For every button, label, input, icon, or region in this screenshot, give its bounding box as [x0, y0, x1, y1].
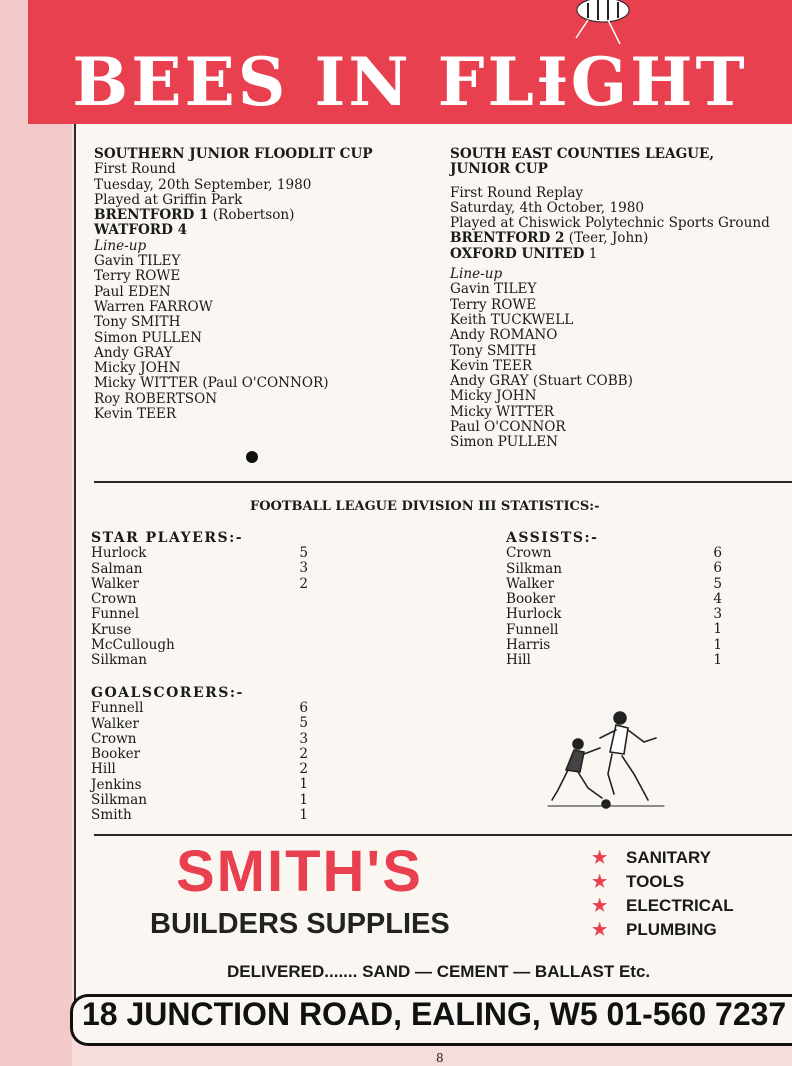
junior-cup-player: Keith TUCKWELL	[450, 311, 574, 328]
service-item	[592, 918, 734, 942]
floodlit-cup-section	[94, 147, 373, 422]
goalscorer-value: 2	[299, 745, 308, 762]
divider-upper	[94, 481, 792, 483]
star-players-values	[288, 546, 308, 592]
star-player-name: Walker	[91, 575, 140, 592]
floodlit-player: Warren FARROW	[94, 298, 213, 315]
goalscorer-value: 1	[299, 791, 308, 808]
advert-brand: SMITH'S	[176, 839, 423, 904]
service-item	[592, 846, 734, 870]
floodlit-title: SOUTHERN JUNIOR FLOODLIT CUP	[94, 146, 373, 162]
advert-subtitle: BUILDERS SUPPLIES	[150, 908, 450, 940]
goalscorer-value: 2	[299, 761, 308, 778]
assist-name: Silkman	[506, 560, 562, 577]
junior-cup-player: Kevin TEER	[450, 357, 533, 374]
junior-cup-away-score: 1	[584, 245, 598, 262]
star-player-value: 5	[299, 545, 308, 561]
assist-value: 3	[713, 606, 722, 623]
floodlit-date: Tuesday, 20th September, 1980	[94, 176, 312, 193]
star-player-name: Crown	[91, 591, 137, 608]
advert-services-list	[592, 846, 734, 942]
service-label: PLUMBING	[626, 920, 717, 939]
junior-cup-player: Terry ROWE	[450, 296, 537, 313]
assist-value: 6	[713, 545, 722, 561]
floodlit-player: Micky JOHN	[94, 360, 181, 377]
star-player-name: Funnel	[91, 606, 140, 623]
goalscorer-value: 5	[299, 715, 308, 732]
star-player-name: Kruse	[91, 621, 132, 638]
service-item	[592, 870, 734, 894]
goalscorer-name: Crown	[91, 730, 137, 747]
junior-cup-player: Andy ROMANO	[450, 327, 558, 344]
floodlit-player: Micky WITTER (Paul O'CONNOR)	[94, 375, 329, 392]
goalscorer-name: Smith	[91, 807, 132, 824]
floodlit-away-team: WATFORD 4	[94, 222, 188, 239]
assist-name: Hurlock	[506, 606, 562, 623]
bullet-dot	[246, 451, 258, 463]
star-player-value: 3	[299, 560, 308, 577]
junior-cup-player: Paul O'CONNOR	[450, 419, 566, 436]
page-number: 8	[436, 1051, 444, 1065]
goalscorers-section	[91, 686, 244, 824]
floodlit-lineup-label: Line-up	[94, 237, 147, 254]
junior-cup-lineup-label: Line-up	[450, 266, 503, 283]
assists-section	[506, 531, 598, 669]
junior-cup-away-team: OXFORD UNITED	[450, 245, 585, 262]
floodlit-venue: Played at Griffin Park	[94, 191, 243, 208]
assist-value: 4	[713, 590, 722, 607]
junior-cup-player: Micky JOHN	[450, 388, 537, 405]
assist-name: Hill	[506, 652, 531, 669]
star-player-name: Salman	[91, 560, 143, 577]
goalscorer-name: Jenkins	[91, 776, 142, 793]
junior-cup-title-line1: SOUTH EAST COUNTIES LEAGUE,	[450, 146, 715, 162]
goalscorer-name: Hill	[91, 761, 116, 778]
floodlit-player: Roy ROBERTSON	[94, 390, 218, 407]
assist-value: 6	[713, 560, 722, 577]
assist-name: Harris	[506, 637, 551, 654]
goalscorer-value: 6	[299, 700, 308, 716]
goalscorer-name: Booker	[91, 746, 141, 763]
header-banner	[28, 0, 792, 124]
junior-cup-title-line2: JUNIOR CUP	[450, 161, 548, 178]
junior-cup-round: First Round Replay	[450, 184, 584, 201]
floodlit-home-team: BRENTFORD 1	[94, 207, 209, 224]
goalscorer-name: Walker	[91, 715, 140, 732]
star-player-name: McCullough	[91, 637, 175, 654]
star-icon: ★	[592, 896, 608, 915]
assist-name: Funnell	[506, 621, 559, 638]
goalscorer-name: Funnell	[91, 700, 144, 717]
bee-icon	[558, 0, 648, 48]
star-players-section	[91, 531, 243, 669]
star-player-value: 2	[299, 575, 308, 592]
assist-name: Walker	[506, 575, 555, 592]
star-icon: ★	[592, 848, 608, 867]
junior-cup-date: Saturday, 4th October, 1980	[450, 199, 645, 216]
floodlit-player: Andy GRAY	[94, 344, 173, 361]
junior-cup-player: Gavin TILEY	[450, 281, 537, 298]
assist-value: 5	[713, 575, 722, 592]
floodlit-player: Kevin TEER	[94, 406, 177, 423]
junior-cup-player: Tony SMITH	[450, 342, 537, 359]
advert-delivered: DELIVERED....... SAND — CEMENT — BALLAST Etc.	[227, 962, 651, 981]
advert-address: 18 JUNCTION ROAD, EALING, W5 01-560 7237	[82, 996, 787, 1032]
page-title: BEES IN FLƗGHT	[72, 43, 748, 121]
star-players-heading: STAR PLAYERS:-	[91, 530, 244, 546]
floodlit-player: Terry ROWE	[94, 268, 181, 285]
floodlit-round: First Round	[94, 161, 176, 178]
junior-cup-home-result	[450, 231, 770, 246]
goalscorer-value: 1	[299, 776, 308, 793]
service-item	[592, 894, 734, 918]
floodlit-player: Tony SMITH	[94, 314, 181, 331]
goalscorers-heading: GOALSCORERS:-	[91, 685, 244, 701]
goalscorer-value: 3	[299, 730, 308, 747]
floodlit-player: Simon PULLEN	[94, 329, 203, 346]
star-player-name: Hurlock	[91, 545, 147, 562]
goalscorers-values	[288, 701, 308, 823]
junior-cup-home-scorers: (Teer, John)	[564, 230, 649, 247]
goalscorer-name: Silkman	[91, 792, 147, 809]
star-icon: ★	[592, 920, 608, 939]
divider-lower	[94, 834, 792, 836]
floodlit-player: Gavin TILEY	[94, 253, 181, 270]
service-label: SANITARY	[626, 848, 711, 867]
assist-name: Crown	[506, 545, 552, 562]
service-label: ELECTRICAL	[626, 896, 734, 915]
footballers-illustration	[544, 708, 668, 812]
assist-value: 1	[713, 652, 722, 669]
floodlit-player: Paul EDEN	[94, 283, 171, 300]
floodlit-home-result	[94, 208, 373, 223]
floodlit-home-scorers: (Robertson)	[208, 207, 295, 224]
assists-heading: ASSISTS:-	[506, 530, 599, 546]
star-player-name: Silkman	[91, 652, 147, 669]
junior-cup-player: Simon PULLEN	[450, 434, 559, 451]
assist-value: 1	[713, 636, 722, 653]
junior-cup-away-result	[450, 247, 770, 262]
goalscorer-value: 1	[299, 807, 308, 824]
junior-cup-venue: Played at Chiswick Polytechnic Sports Ground	[450, 215, 770, 232]
junior-cup-section	[450, 147, 770, 451]
junior-cup-home-team: BRENTFORD 2	[450, 230, 565, 247]
junior-cup-player: Micky WITTER	[450, 403, 555, 420]
star-icon: ★	[592, 872, 608, 891]
stats-title: FOOTBALL LEAGUE DIVISION III STATISTICS:-	[250, 499, 600, 514]
assists-values	[702, 546, 722, 668]
assist-name: Booker	[506, 591, 556, 608]
left-margin	[0, 0, 72, 1066]
junior-cup-player: Andy GRAY (Stuart COBB)	[450, 373, 633, 390]
assist-value: 1	[713, 621, 722, 638]
service-label: TOOLS	[626, 872, 685, 891]
